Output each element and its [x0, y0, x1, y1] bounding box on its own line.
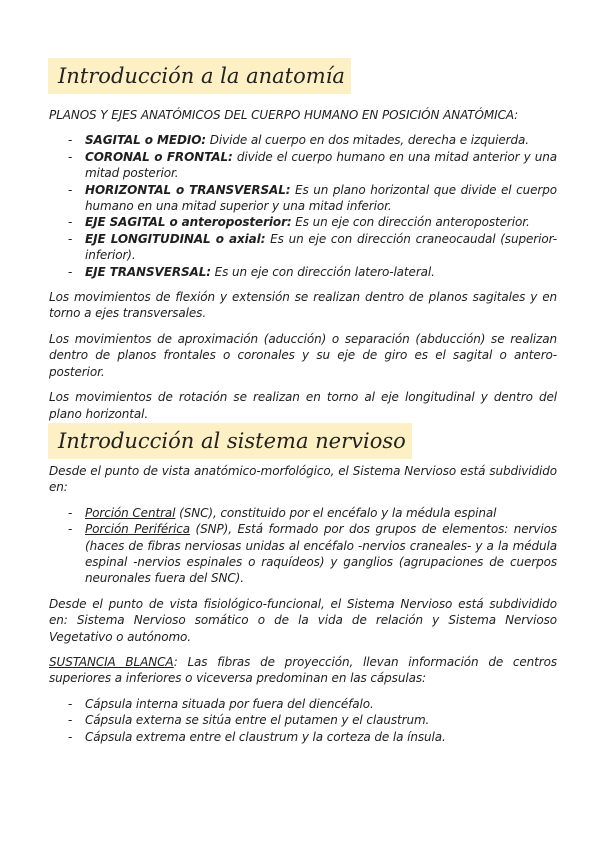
list-item: - CORONAL o FRONTAL: divide el cuerpo humano en una mitad anterior y una mitad posterior.: [68, 149, 557, 181]
list-item: - EJE TRANSVERSAL: Es un eje con dirección latero-lateral.: [68, 264, 435, 279]
planes-subtitle: PLANOS Y EJES ANATÓMICOS DEL CUERPO HUMANO EN POSICIÓN ANATÓMICA:: [49, 108, 519, 122]
list-item: - Porción Central (SNC), constituido por el encéfalo y la médula espinal: [68, 505, 497, 520]
list-item: - Porción Periférica (SNP), Está formado por dos grupos de elementos: nervios (haces de fibras nerviosas unidas al encéfalo -nervios craneales- y a la médula espinal -nervios espinales o raquídeos) y ganglios (agrupaciones de cuerpos neuronales fuera del SNC).: [68, 522, 557, 586]
list-item: - EJE LONGITUDINAL o axial: Es un eje con dirección craneocaudal (superior-inferior).: [68, 231, 557, 263]
capsules-list: [49, 696, 557, 745]
paragraph-intro: Desde el punto de vista anatómico-morfológico, el Sistema Nervioso está subdividido en:: [49, 464, 557, 495]
planes-list: [49, 132, 557, 280]
portions-list: [49, 505, 557, 587]
paragraph-adduction: Los movimientos de aproximación (aducción) o separación (abducción) se realizan dentro de planos frontales o coronales y su eje de giro es el sagital o antero-posterior.: [49, 331, 557, 379]
paragraph-rotation: Los movimientos de rotación se realizan en torno al eje longitudinal y dentro del plano horizontal.: [49, 390, 557, 421]
list-item: - Cápsula externa se sitúa entre el putamen y el claustrum.: [68, 713, 430, 728]
list-item: - SAGITAL o MEDIO: Divide al cuerpo en dos mitades, derecha e izquierda.: [68, 133, 530, 148]
paragraph-flexion: Los movimientos de flexión y extensión se realizan dentro de planos sagitales y en torno a ejes transversales.: [49, 290, 557, 321]
paragraph-white-matter: SUSTANCIA BLANCA: Las fibras de proyección, llevan información de centros superiores a inferiores o viceversa predominan en las cápsulas:: [49, 655, 558, 686]
section-heading-nervous-system: Introducción al sistema nervioso: [48, 423, 412, 459]
list-item: - Cápsula extrema entre el claustrum y la corteza de la ínsula.: [68, 729, 446, 744]
section-heading-anatomy: Introducción a la anatomía: [48, 58, 351, 94]
list-item: - EJE SAGITAL o anteroposterior: Es un eje con dirección anteroposterior.: [68, 215, 530, 230]
section-nervous-body: [49, 463, 557, 745]
list-item: - Cápsula interna situada por fuera del diencéfalo.: [68, 696, 374, 711]
list-item: - HORIZONTAL o TRANSVERSAL: Es un plano horizontal que divide el cuerpo humano en una mitad superior y una mitad inferior.: [68, 182, 557, 214]
paragraph-functional: Desde el punto de vista fisiológico-funcional, el Sistema Nervioso está subdividido en: Sistema Nervioso somático o de la vida de relación y Sistema Nervioso Vegetativo o autónomo.: [49, 596, 557, 644]
section-anatomy-body: [49, 107, 557, 422]
